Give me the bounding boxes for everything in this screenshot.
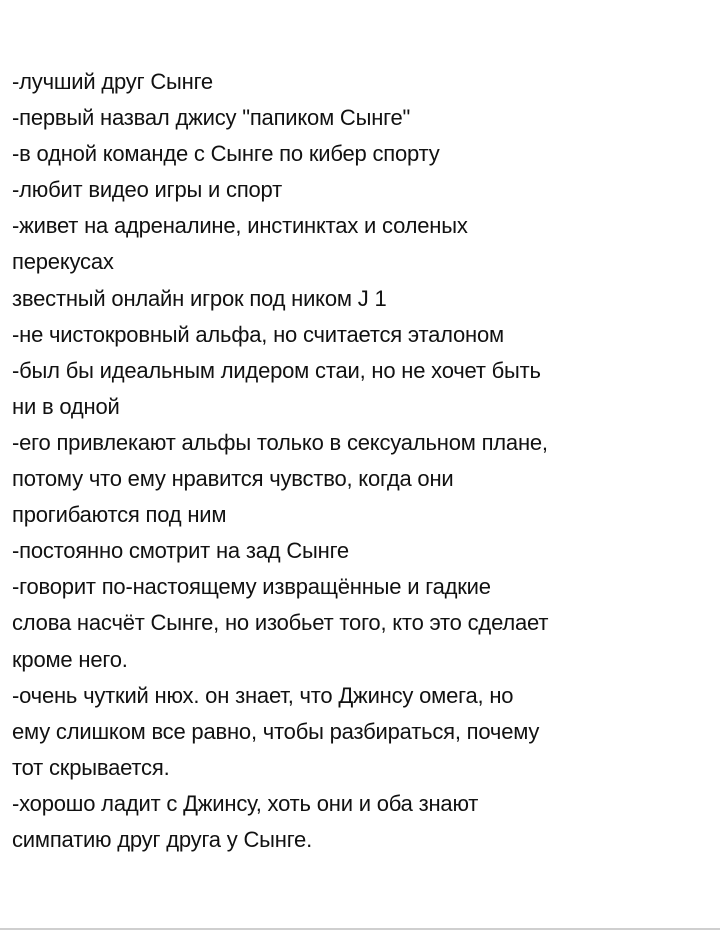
text-line: -говорит по-настоящему извращённые и гадкие	[12, 574, 491, 600]
text-line: -лучший друг Сынге	[12, 69, 213, 94]
text-line: симпатию друг друга у Сынге.	[12, 826, 312, 852]
text-line: -не чистокровный альфа, но считается эталоном	[12, 321, 504, 347]
text-line: -хорошо ладит с Джинсу, хоть они и оба знают	[12, 790, 479, 816]
text-line: -был бы идеальным лидером стаи, но не хочет быть	[12, 357, 541, 383]
text-line: слова насчёт Сынге, но изобьет того, кто это сделает	[12, 610, 549, 636]
text-line: -его привлекают альфы только в сексуальном плане,	[12, 429, 548, 455]
text-line: потому что ему нравится чувство, когда они	[12, 466, 454, 492]
text-line: перекусах	[12, 249, 114, 275]
text-line: звестный онлайн игрок под ником J 1	[12, 285, 387, 311]
text-document	[12, 64, 712, 858]
text-line: -живет на адреналине, инстинктах и соленых	[12, 213, 468, 239]
text-line: -постоянно смотрит на зад Сынге	[12, 538, 349, 564]
text-line: -первый назвал джису "папиком Сынге"	[12, 105, 411, 131]
text-line: прогибаются под ним	[12, 502, 227, 528]
text-line: ему слишком все равно, чтобы разбираться, почему	[12, 718, 540, 744]
text-line: -очень чуткий нюх. он знает, что Джинсу омега, но	[12, 682, 514, 708]
text-line: тот скрывается.	[12, 754, 170, 780]
text-line: ни в одной	[12, 393, 120, 419]
text-line: кроме него.	[12, 646, 128, 672]
text-line: -в одной команде с Сынге по кибер спорту	[12, 141, 440, 167]
text-line: -любит видео игры и спорт	[12, 177, 282, 203]
